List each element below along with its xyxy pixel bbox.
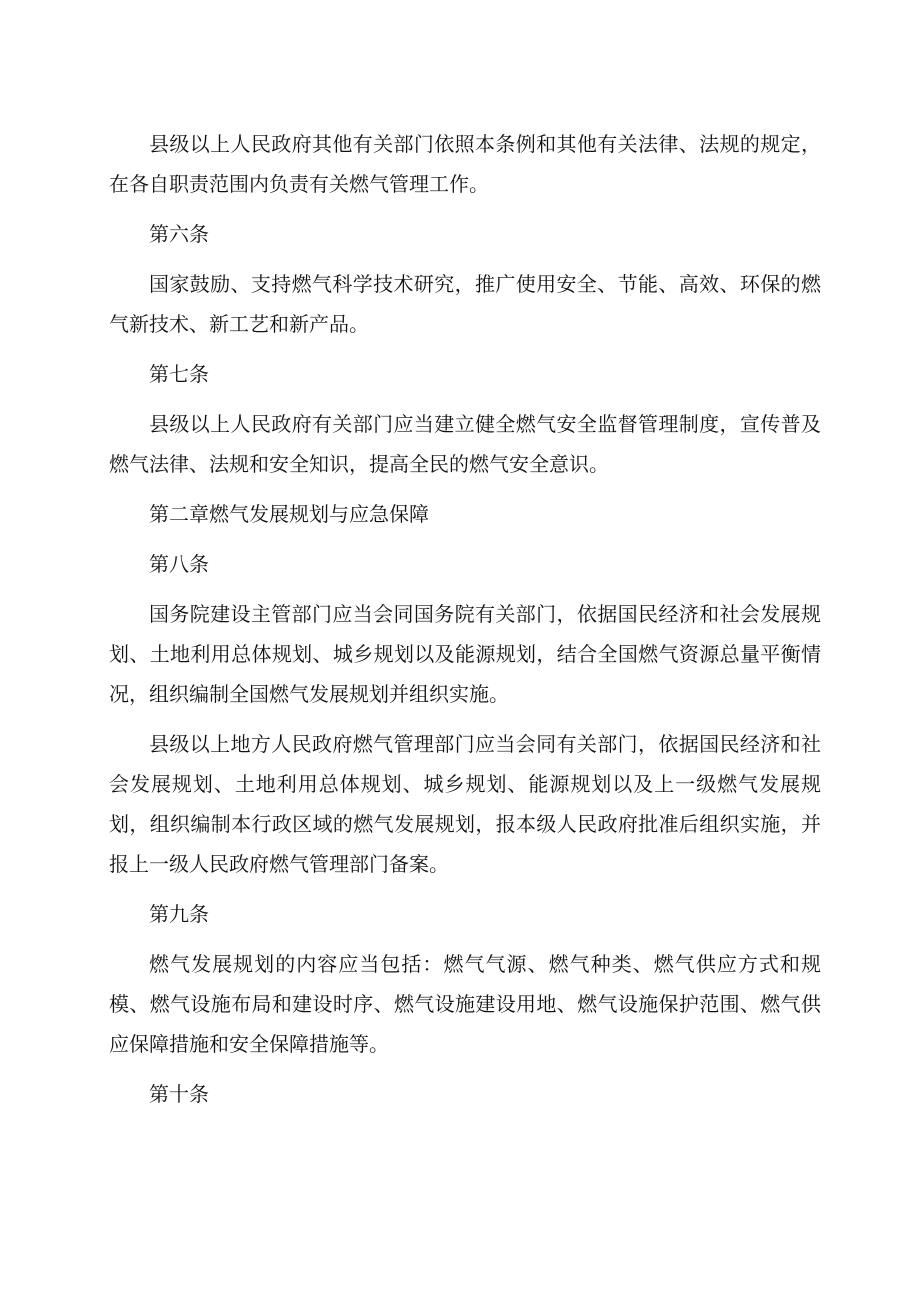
- paragraph-article-9: 燃气发展规划的内容应当包括：燃气气源、燃气种类、燃气供应方式和规模、燃气设施布局和建设时序、燃气设施建设用地、燃气设施保护范围、燃气供应保障措施和安全保障措施等。: [109, 952, 821, 1056]
- article-9-heading: 第九条: [149, 902, 209, 926]
- paragraph-article-6: 国家鼓励、支持燃气科学技术研究，推广使用安全、节能、高效、环保的燃气新技术、新工艺和新产品。: [109, 272, 821, 336]
- article-6-heading: 第六条: [149, 222, 209, 246]
- article-7-heading: 第七条: [149, 362, 209, 386]
- paragraph-county-departments: 县级以上人民政府其他有关部门依照本条例和其他有关法律、法规的规定，在各自职责范围内负责有关燃气管理工作。: [109, 132, 821, 196]
- document-body: [109, 124, 821, 1124]
- chapter-2-heading: 第二章燃气发展规划与应急保障: [149, 502, 429, 526]
- paragraph-article-8-b: 县级以上地方人民政府燃气管理部门应当会同有关部门，依据国民经济和社会发展规划、土地利用总体规划、城乡规划、能源规划以及上一级燃气发展规划，组织编制本行政区域的燃气发展规划，报本级人民政府批准后组织实施，并报上一级人民政府燃气管理部门备案。: [109, 732, 821, 876]
- paragraph-article-8-a: 国务院建设主管部门应当会同国务院有关部门，依据国民经济和社会发展规划、土地利用总体规划、城乡规划以及能源规划，结合全国燃气资源总量平衡情况，组织编制全国燃气发展规划并组织实施。: [109, 602, 821, 706]
- paragraph-article-7: 县级以上人民政府有关部门应当建立健全燃气安全监督管理制度，宣传普及燃气法律、法规和安全知识，提高全民的燃气安全意识。: [109, 412, 821, 476]
- article-8-heading: 第八条: [149, 552, 209, 576]
- article-10-heading: 第十条: [149, 1082, 209, 1106]
